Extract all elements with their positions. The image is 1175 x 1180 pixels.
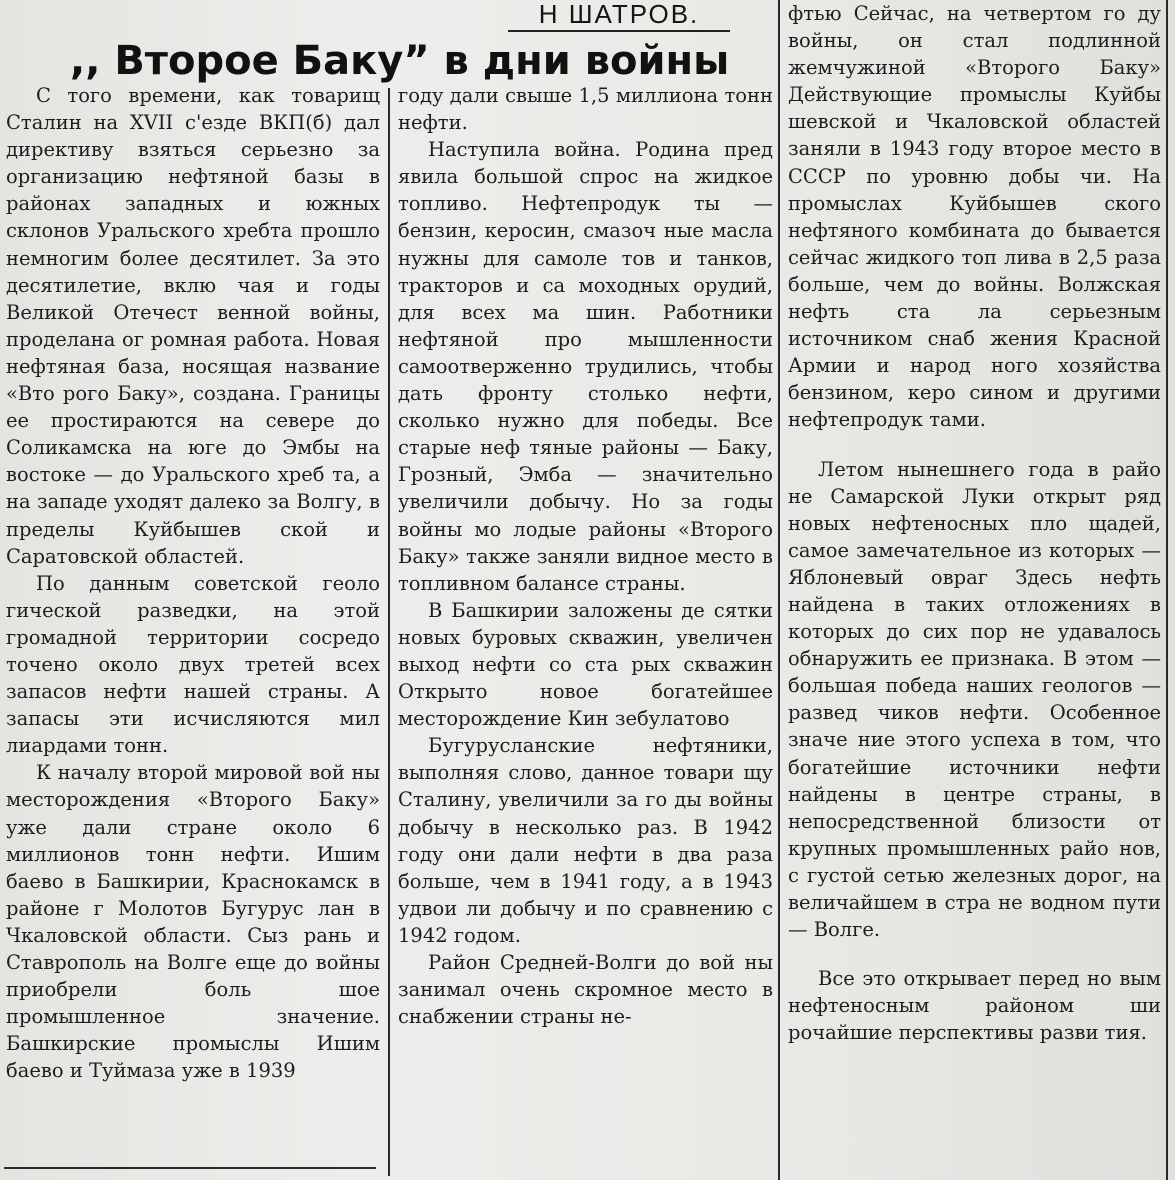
paragraph: Наступила война. Родина пред явила большой спрос на жидкое топливо. Нефтепродук ты — бензин, керосин, смазоч ные масла нужны для самоле тов и танков, тракторов и са моходных орудий, для всех ма шин. Работники нефтяной про мышленности самоотверженно трудились, чтобы дать фронту столько нефти, сколько нужно для победы. Все старые неф тяные районы — Баку, Грозный, Эмба — значительно увеличили добычу. Но за годы войны мо лодые районы «Второго Баку» также заняли видное место в топливном балансе страны. <box>398 138 773 595</box>
paragraph: Летом нынешнего года в райо не Самарской Луки открыт ряд новых нефтеносных пло щадей, самое замечательное из которых — Яблоневый овраг Здесь нефть найдена в таких отложениях в которых до сих пор не удавалось обнаружить ее признака. В этом — большая победа наших геологов — развед чиков нефти. Особенное значе ние этого успеха в том, что богатейшие источники нефти найдены в центре страны, в непосредственной близости от крупных промышленных райо нов, с густой сетью железных дорог, на величайшем в стра не водном пути — Волге. <box>788 457 1161 942</box>
paragraph: К началу второй мировой вой ны месторождения «Второго Баку» уже дали стране около 6 миллионов тонн нефти. Ишим баево в Башкирии, Краснокамск в районе г Молотов Бугурус лан в Чкаловской области. Сыз рань и Ставрополь на Волге еще до войны приобрели боль шое промышленное значение. Башкирские промыслы Ишим баево и Туймаза уже в 1939 <box>6 761 380 1083</box>
paragraph: году дали свыше 1,5 миллиона тонн нефти. <box>398 84 773 135</box>
column-rule-1 <box>388 88 390 1176</box>
paragraph: С того времени, как товарищ Сталин на XVII с'езде ВКП(б) дал директиву взяться серьезно за организацию нефтяной базы в районах западных и южных склонов Уральского хребта прошло немногим более десятилет. За это десятилетие, вклю чая и годы Великой Отечест венной войны, проделана ог ромная работа. Новая нефтяная база, носящая название «Вто рого Баку», создана. Границы ее простираются на севере до Соликамска на юге до Эмбы на востоке — до Уральского хреб та, а на западе уходят далеко за Волгу, в пределы Куйбышев ской и Саратовской областей. <box>6 84 380 568</box>
article-column-3 <box>788 0 1161 1176</box>
column-rule-2 <box>778 0 780 1180</box>
article-column-1 <box>6 82 380 1172</box>
paragraph: В Башкирии заложены де сятки новых буровых скважин, увеличен выход нефти со ста рых скважин Открыто новое богатейшее месторождение Кин зебулатово <box>398 598 773 731</box>
author-byline: Н ШАТРОВ. <box>508 0 730 32</box>
paragraph: Бугурусланские нефтяники, выполняя слово, данное товари щу Сталину, увеличили за го ды войны добычу в несколько раз. В 1942 году они дали нефти в два раза больше, чем в 1941 году, а в 1943 удвои ли добычу и по сравнению с 1942 годом. <box>398 734 773 947</box>
article-column-2 <box>398 82 773 1178</box>
paragraph: Район Средней-Волги до вой ны занимал очень скромное место в снабжении страны не- <box>398 951 773 1029</box>
paragraph: фтью Сейчас, на четвертом го ду войны, он стал подлинной жемчужиной «Второго Баку» Действующие промыслы Куйбы шевской и Чкаловской областей заняли в 1943 году второе место в СССР по уровню добы чи. На промыслах Куйбышев ского нефтяного комбината до бывается сейчас жидкого топ лива в 2,5 раза больше, чем до войны. Волжская нефть ста ла серьезным источником снаб жения Красной Армии и народ ного хозяйства бензином, керо сином и другими нефтепродук тами. <box>788 2 1161 432</box>
column-rule-3 <box>1166 0 1168 1180</box>
paragraph: Все это открывает перед но вым нефтеносным районом ши рочайшие перспективы разви тия. <box>788 967 1161 1045</box>
article-headline: ,, Второе Баку” в дни войны <box>70 38 730 84</box>
paragraph: По данным советской геоло гической разведки, на этой громадной территории сосредо точено около двух третей всех запасов нефти нашей страны. А запасы эти исчисляются мил лиардами тонн. <box>6 571 380 758</box>
